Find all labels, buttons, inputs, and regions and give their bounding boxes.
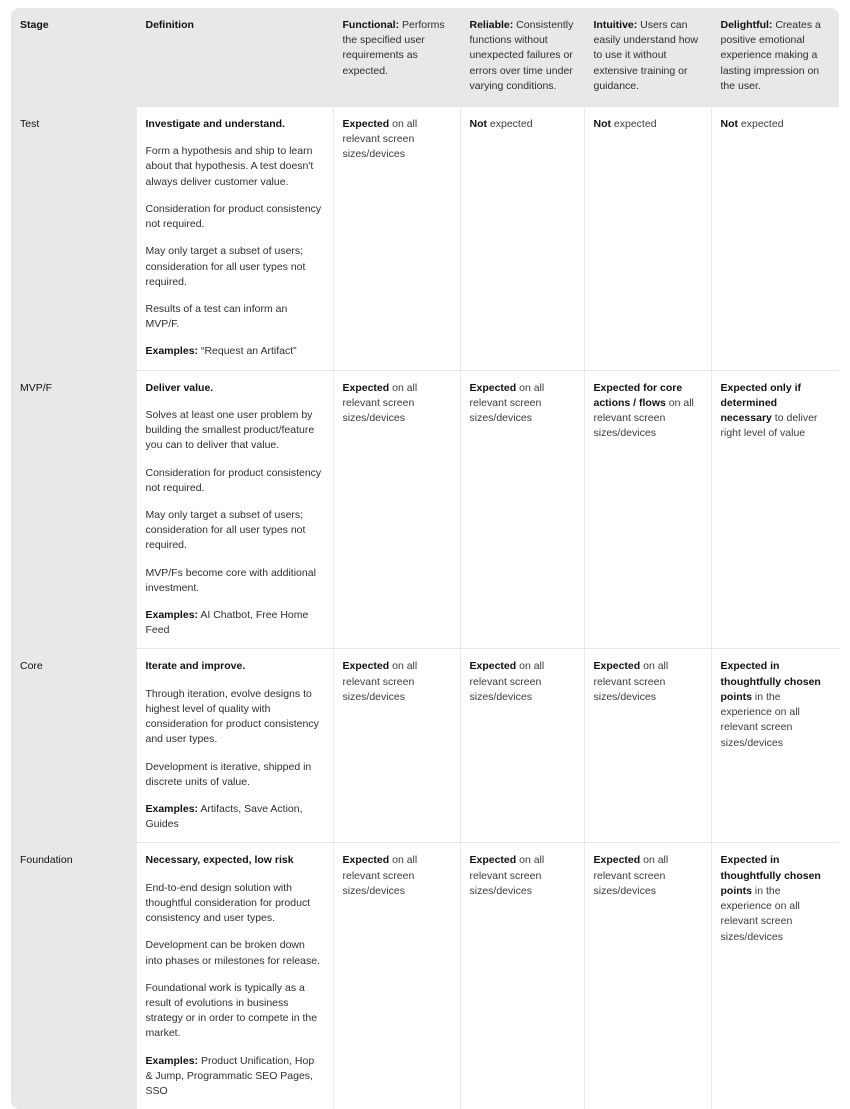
intuitive-expectation-detail: on all relevant screen sizes/devices bbox=[594, 660, 669, 702]
quality-bar-matrix-table bbox=[11, 8, 839, 1109]
delightful-expectation-level: Not bbox=[721, 118, 739, 130]
definition-paragraph: Consideration for product consistency not required. bbox=[146, 466, 324, 496]
delightful-expectation-detail: in the experience on all relevant screen sizes/devices bbox=[721, 885, 800, 943]
definition-lead: Investigate and understand. bbox=[146, 117, 324, 132]
column-header-stage bbox=[11, 8, 136, 107]
column-header-functional-description: Performs the specified user requirements as expected. bbox=[343, 19, 445, 77]
functional-cell bbox=[333, 370, 460, 649]
functional-expectation-detail: on all relevant screen sizes/devices bbox=[343, 660, 418, 702]
definition-examples bbox=[146, 344, 324, 359]
delightful-expectation-detail: in the experience on all relevant screen sizes/devices bbox=[721, 691, 800, 749]
definition-paragraph: May only target a subset of users; consideration for all user types not required. bbox=[146, 508, 324, 554]
definition-cell bbox=[136, 370, 333, 649]
delightful-cell bbox=[711, 843, 839, 1109]
column-header-definition bbox=[136, 8, 333, 107]
reliable-expectation-level: Expected bbox=[470, 660, 517, 672]
functional-expectation-level: Expected bbox=[343, 118, 390, 130]
reliable-cell bbox=[460, 107, 584, 371]
definition-paragraph: Development can be broken down into phases or milestones for release. bbox=[146, 938, 324, 968]
definition-lead: Iterate and improve. bbox=[146, 659, 324, 674]
table-row bbox=[11, 370, 839, 649]
intuitive-cell bbox=[584, 107, 711, 371]
column-header-delightful-description: Creates a positive emotional experience making a lasting impression on the user. bbox=[721, 19, 821, 92]
delightful-expectation-level: Expected in thoughtfully chosen points bbox=[721, 854, 821, 896]
functional-cell bbox=[333, 649, 460, 843]
intuitive-expectation-detail: on all relevant screen sizes/devices bbox=[594, 854, 669, 896]
column-header-functional bbox=[333, 8, 460, 107]
definition-cell bbox=[136, 843, 333, 1109]
intuitive-cell bbox=[584, 649, 711, 843]
definition-paragraph: Development is iterative, shipped in discrete units of value. bbox=[146, 760, 324, 790]
examples-label: Examples: bbox=[146, 803, 199, 815]
table-body bbox=[11, 107, 839, 1109]
reliable-cell bbox=[460, 370, 584, 649]
delightful-expectation-level: Expected in thoughtfully chosen points bbox=[721, 660, 821, 702]
definition-cell bbox=[136, 107, 333, 371]
definition-paragraph: May only target a subset of users; consideration for all user types not required. bbox=[146, 244, 324, 290]
functional-expectation-level: Expected bbox=[343, 660, 390, 672]
reliable-expectation-level: Expected bbox=[470, 382, 517, 394]
delightful-expectation-detail: expected bbox=[738, 118, 784, 130]
functional-expectation-detail: on all relevant screen sizes/devices bbox=[343, 854, 418, 896]
stage-label: Core bbox=[20, 660, 43, 672]
column-header-reliable bbox=[460, 8, 584, 107]
examples-value: AI Chatbot, Free Home Feed bbox=[146, 609, 309, 636]
examples-label: Examples: bbox=[146, 609, 199, 621]
column-header-intuitive bbox=[584, 8, 711, 107]
stage-label: Foundation bbox=[20, 854, 73, 866]
definition-paragraph: MVP/Fs become core with additional investment. bbox=[146, 566, 324, 596]
examples-value: Artifacts, Save Action, Guides bbox=[146, 803, 303, 830]
column-header-definition-label: Definition bbox=[146, 19, 194, 31]
column-header-delightful-label: Delightful: bbox=[721, 19, 773, 31]
column-header-delightful bbox=[711, 8, 839, 107]
definition-cell bbox=[136, 649, 333, 843]
stage-cell bbox=[11, 107, 136, 371]
functional-expectation-level: Expected bbox=[343, 382, 390, 394]
column-header-intuitive-description: Users can easily understand how to use it without extensive training or guidance. bbox=[594, 19, 698, 92]
delightful-expectation-level: Expected only if determined necessary bbox=[721, 382, 802, 424]
functional-expectation-detail: on all relevant screen sizes/devices bbox=[343, 118, 418, 160]
reliable-expectation-detail: expected bbox=[487, 118, 533, 130]
column-header-reliable-description: Consistently functions without unexpected failures or errors over time under varying conditions. bbox=[470, 19, 574, 92]
reliable-expectation-detail: on all relevant screen sizes/devices bbox=[470, 854, 545, 896]
intuitive-expectation-level: Expected bbox=[594, 854, 641, 866]
column-header-functional-label: Functional: bbox=[343, 19, 400, 31]
intuitive-expectation-detail: expected bbox=[611, 118, 657, 130]
stage-cell bbox=[11, 843, 136, 1109]
intuitive-expectation-level: Not bbox=[594, 118, 612, 130]
reliable-expectation-detail: on all relevant screen sizes/devices bbox=[470, 660, 545, 702]
column-header-reliable-label: Reliable: bbox=[470, 19, 514, 31]
delightful-cell bbox=[711, 370, 839, 649]
reliable-cell bbox=[460, 649, 584, 843]
examples-label: Examples: bbox=[146, 345, 199, 357]
functional-expectation-level: Expected bbox=[343, 854, 390, 866]
definition-examples bbox=[146, 1054, 324, 1100]
examples-value: Product Unification, Hop & Jump, Programmatic SEO Pages, SSO bbox=[146, 1055, 315, 1097]
examples-value: “Request an Artifact” bbox=[198, 345, 297, 357]
intuitive-cell bbox=[584, 843, 711, 1109]
definition-paragraph: End-to-end design solution with thoughtful consideration for product consistency and user types. bbox=[146, 881, 324, 927]
reliable-expectation-level: Not bbox=[470, 118, 488, 130]
column-header-intuitive-label: Intuitive: bbox=[594, 19, 638, 31]
definition-examples bbox=[146, 802, 324, 832]
definition-paragraph: Results of a test can inform an MVP/F. bbox=[146, 302, 324, 332]
delightful-expectation-detail: to deliver right level of value bbox=[721, 412, 818, 439]
intuitive-expectation-level: Expected for core actions / flows bbox=[594, 382, 683, 409]
definition-examples bbox=[146, 608, 324, 638]
reliable-cell bbox=[460, 843, 584, 1109]
column-header-stage-label: Stage bbox=[20, 19, 49, 31]
delightful-cell bbox=[711, 649, 839, 843]
table-row bbox=[11, 107, 839, 371]
table-header bbox=[11, 8, 839, 107]
functional-cell bbox=[333, 843, 460, 1109]
reliable-expectation-detail: on all relevant screen sizes/devices bbox=[470, 382, 545, 424]
reliable-expectation-level: Expected bbox=[470, 854, 517, 866]
intuitive-expectation-detail: on all relevant screen sizes/devices bbox=[594, 397, 694, 439]
definition-paragraph: Foundational work is typically as a result of evolutions in business strategy or in order to compete in the market. bbox=[146, 981, 324, 1042]
stage-cell bbox=[11, 370, 136, 649]
examples-label: Examples: bbox=[146, 1055, 199, 1067]
table-row bbox=[11, 843, 839, 1109]
definition-paragraph: Through iteration, evolve designs to highest level of quality with consideration for product consistency and user types. bbox=[146, 687, 324, 748]
functional-cell bbox=[333, 107, 460, 371]
quality-matrix-container bbox=[11, 8, 839, 1109]
definition-paragraph: Form a hypothesis and ship to learn about that hypothesis. A test doesn't always deliver customer value. bbox=[146, 144, 324, 190]
table-row bbox=[11, 649, 839, 843]
stage-label: Test bbox=[20, 118, 39, 130]
delightful-cell bbox=[711, 107, 839, 371]
definition-paragraph: Consideration for product consistency not required. bbox=[146, 202, 324, 232]
definition-lead: Deliver value. bbox=[146, 381, 324, 396]
table-header-row bbox=[11, 8, 839, 107]
functional-expectation-detail: on all relevant screen sizes/devices bbox=[343, 382, 418, 424]
stage-label: MVP/F bbox=[20, 382, 52, 394]
stage-cell bbox=[11, 649, 136, 843]
intuitive-cell bbox=[584, 370, 711, 649]
definition-lead: Necessary, expected, low risk bbox=[146, 853, 324, 868]
intuitive-expectation-level: Expected bbox=[594, 660, 641, 672]
definition-paragraph: Solves at least one user problem by building the smallest product/feature you can to deliver that value. bbox=[146, 408, 324, 454]
